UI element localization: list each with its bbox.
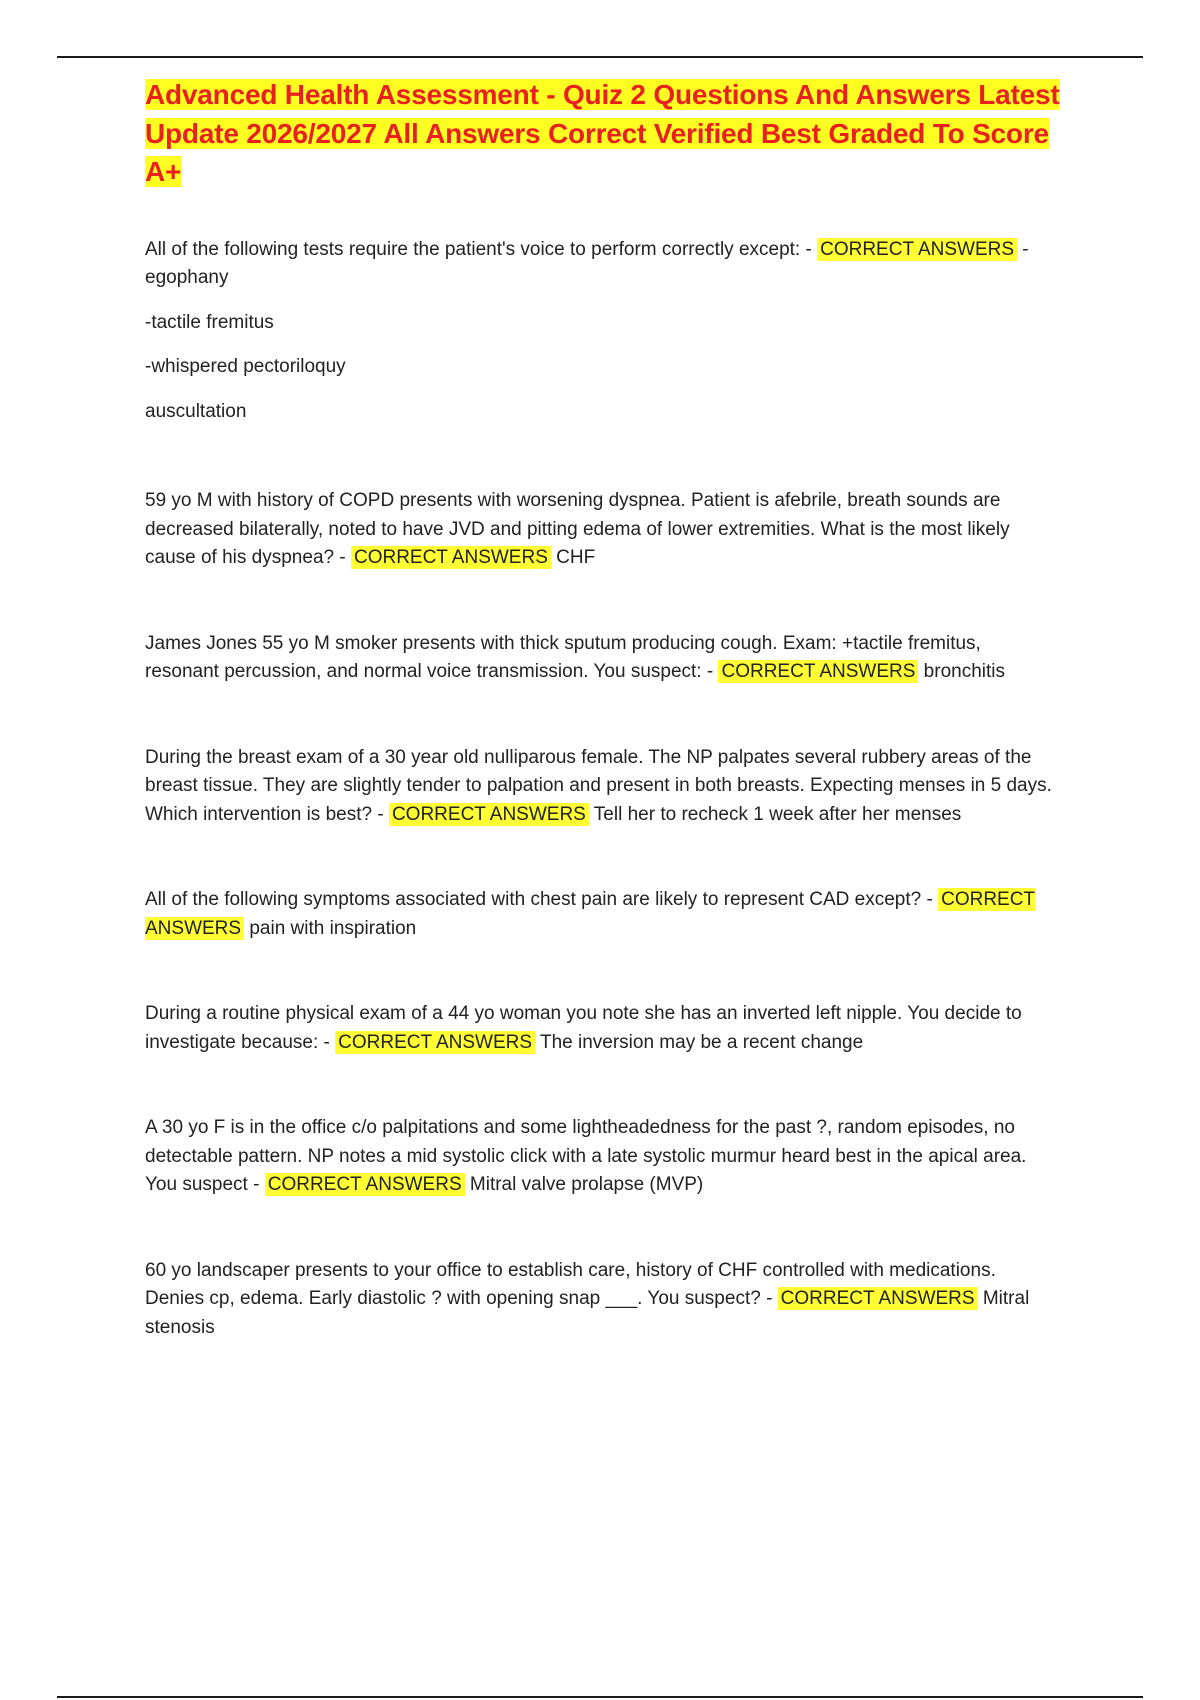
qa-item-2 [145, 487, 1060, 573]
correct-answers-tag: CORRECT ANSWERS [265, 1173, 465, 1196]
question-text: James Jones 55 yo M smoker presents with thick sputum producing cough. Exam: +tactile fremitus, resonant percussion, and normal voice transmission. You suspect: - [145, 632, 981, 682]
correct-answers-tag: CORRECT ANSWERS [351, 546, 551, 569]
answer-text: Mitral stenosis [145, 1288, 1030, 1338]
bottom-rule [57, 1696, 1143, 1698]
correct-answers-tag: CORRECT ANSWERS [389, 803, 589, 826]
top-rule [57, 56, 1143, 58]
document-body [145, 76, 1060, 1342]
correct-answers-tag: CORRECT ANSWERS [718, 660, 918, 683]
option-line: auscultation [145, 400, 247, 422]
answer-text: The inversion may be a recent change [535, 1031, 864, 1053]
answer-text: Mitral valve prolapse (MVP) [464, 1174, 704, 1195]
qa-item-3 [145, 630, 1060, 687]
question-text: A 30 yo F is in the office c/o palpitations and some lightheadedness for the past ?, random episodes, no detectable pattern. NP notes a mid systolic click with a late systolic murmur heard best in the apical area. You suspect - [145, 1117, 1027, 1195]
answer-text: bronchitis [918, 661, 1005, 682]
qa-item-6 [145, 1000, 1060, 1057]
question-text: All of the following symptoms associated with chest pain are likely to represent CAD except? - [145, 889, 939, 910]
question-text: All of the following tests require the patient's voice to perform correctly except: - [145, 238, 818, 260]
question-text: During the breast exam of a 30 year old nulliparous female. The NP palpates several rubbery areas of the breast tissue. They are slightly tender to palpation and present in both breasts. Expecting menses in 5 days. Which intervention is best? - [145, 746, 1052, 825]
question-text: 59 yo M with history of COPD presents with worsening dyspnea. Patient is afebrile, breath sounds are decreased bilaterally, noted to have JVD and pitting edema of lower extremities. What is the most likely cause of his dyspnea? - [145, 490, 1010, 568]
qa-item-8 [145, 1257, 1060, 1343]
question-text: During a routine physical exam of a 44 yo woman you note she has an inverted left nipple. You decide to investigate because: - [145, 1003, 1022, 1053]
answer-text: Tell her to recheck 1 week after her menses [588, 803, 962, 825]
document-title: Advanced Health Assessment - Quiz 2 Questions And Answers Latest Update 2026/2027 All Answers Correct Verified Best Graded To Score A+ [145, 79, 1060, 187]
answer-text: -egophany [145, 238, 1029, 288]
option-line: -tactile fremitus [145, 311, 274, 333]
answer-text: CHF [550, 547, 596, 568]
correct-answers-tag: CORRECT ANSWERS [817, 238, 1017, 261]
qa-item-1 [145, 236, 1060, 427]
correct-answers-tag: CORRECT ANSWERS [145, 889, 1036, 939]
qa-item-4 [145, 744, 1060, 830]
option-line: -whispered pectoriloquy [145, 356, 346, 377]
answer-text: pain with inspiration [244, 917, 417, 939]
question-text: 60 yo landscaper presents to your office to establish care, history of CHF controlled with medications. Denies cp, edema. Early diastolic ? with opening snap ___. You suspect? - [145, 1259, 996, 1309]
correct-answers-tag: CORRECT ANSWERS [778, 1287, 978, 1310]
qa-item-7 [145, 1114, 1060, 1200]
correct-answers-tag: CORRECT ANSWERS [335, 1031, 535, 1054]
qa-item-5 [145, 886, 1060, 943]
